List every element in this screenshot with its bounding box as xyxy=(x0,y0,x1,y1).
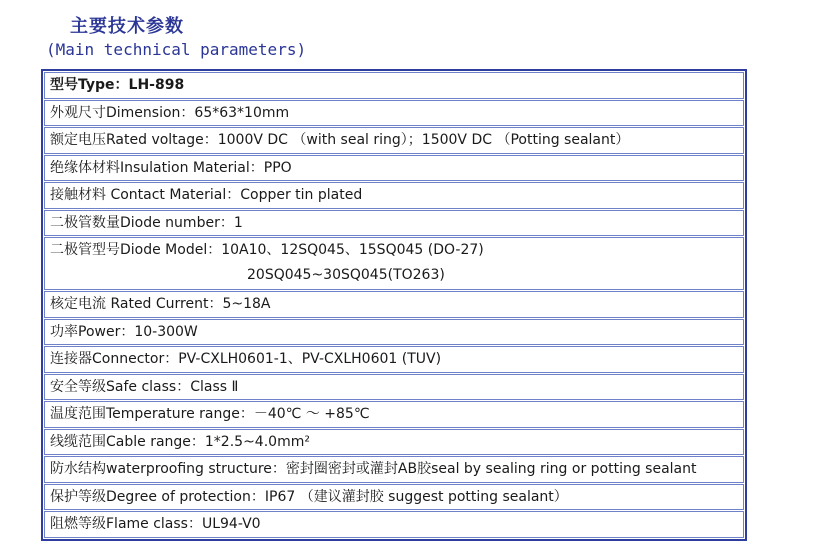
spec-row-insulation-material: 绝缘体材料Insulation Material：PPO xyxy=(44,155,744,182)
spec-row-safe-class: 安全等级Safe class：Class Ⅱ xyxy=(44,374,744,401)
spec-row-degree-of-protection: 保护等级Degree of protection：IP67 （建议灌封胶 suggest potting sealant） xyxy=(44,484,744,511)
page-title: 主要技术参数 xyxy=(70,16,184,37)
page-subtitle: (Main technical parameters) xyxy=(46,40,307,59)
diode-model-line-1: 二极管型号Diode Model：10A10、12SQ045、15SQ045 (DO-27) xyxy=(50,242,484,258)
spec-row-type: 型号Type：LH-898 xyxy=(44,72,744,99)
spec-row-rated-voltage: 额定电压Rated voltage：1000V DC （with seal ring）；1500V DC （Potting sealant） xyxy=(44,127,744,154)
spec-row-temperature-range: 温度范围Temperature range：－40℃ ～ +85℃ xyxy=(44,401,744,428)
spec-row-waterproofing: 防水结构waterproofing structure：密封圈密封或灌封AB胶seal by sealing ring or potting sealant xyxy=(44,456,744,483)
spec-row-flame-class: 阻燃等级Flame class：UL94-V0 xyxy=(44,511,744,538)
spec-row-rated-current: 核定电流 Rated Current：5~18A xyxy=(44,291,744,318)
spec-row-dimension: 外观尺寸Dimension：65*63*10mm xyxy=(44,100,744,127)
spec-row-cable-range: 线缆范围Cable range：1*2.5~4.0mm² xyxy=(44,429,744,456)
spec-row-contact-material: 接触材料 Contact Material：Copper tin plated xyxy=(44,182,744,209)
spec-row-power: 功率Power：10-300W xyxy=(44,319,744,346)
spec-table xyxy=(41,69,747,541)
spec-row-connector: 连接器Connector：PV-CXLH0601-1、PV-CXLH0601 (TUV) xyxy=(44,346,744,373)
spec-row-diode-number: 二极管数量Diode number：1 xyxy=(44,210,744,237)
diode-model-line-2: 20SQ045~30SQ045(TO263) xyxy=(247,266,445,283)
spec-row-diode-model xyxy=(44,237,744,290)
